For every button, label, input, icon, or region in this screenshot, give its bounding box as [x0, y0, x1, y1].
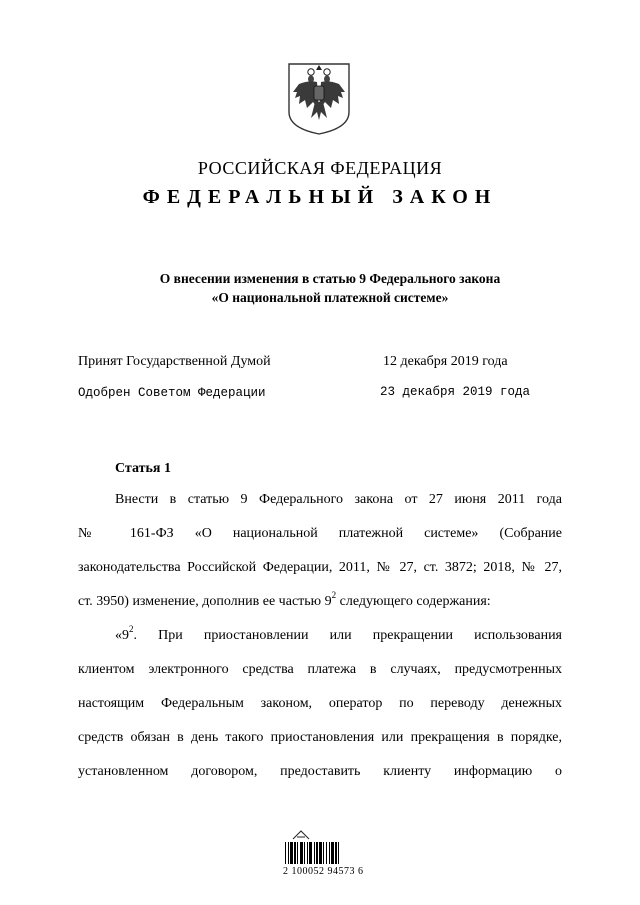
barcode [285, 842, 371, 864]
law-title [130, 269, 530, 307]
text-fragment: . При приостановлении или прекращении использования [133, 628, 562, 643]
text-fragment: «9 [115, 628, 129, 643]
barcode-number: 2 100052 94573 6 [283, 866, 364, 877]
adopted-date: 12 декабря 2019 года [383, 354, 508, 369]
paragraph-line: № 161-ФЗ «О национальной платежной системе» (Собрание [78, 526, 562, 541]
text-fragment: следующего содержания: [336, 594, 491, 609]
paragraph-line [78, 590, 491, 611]
paragraph-line: установленном договором, предоставить клиенту информацию о [78, 764, 562, 779]
approved-label: Одобрен Советом Федерации [78, 386, 266, 400]
coat-of-arms-emblem [287, 62, 351, 136]
paragraph-line: клиентом электронного средства платежа в случаях, предусмотренных [78, 662, 562, 677]
adopted-label: Принят Государственной Думой [78, 354, 271, 369]
superscript: 2 [331, 590, 337, 601]
paragraph-line [115, 624, 562, 645]
superscript: 2 [129, 624, 134, 635]
law-title-line-1: О внесении изменения в статью 9 Федерального закона [159, 271, 501, 286]
law-title-line-2: «О национальной платежной системе» [211, 290, 449, 305]
text-fragment: ст. 3950) изменение, дополнив ее частью 9 [78, 594, 332, 609]
approved-date: 23 декабря 2019 года [380, 385, 531, 399]
paragraph-line: законодательства Российской Федерации, 2011, № 27, ст. 3872; 2018, № 27, [78, 560, 562, 575]
country-heading: РОССИЙСКАЯ ФЕДЕРАЦИЯ [197, 158, 443, 178]
paragraph-line: средств обязан в день такого приостановления или прекращения в порядке, [78, 730, 562, 745]
paragraph-line: Внести в статью 9 Федерального закона от 27 июня 2011 года [115, 492, 562, 507]
article-heading: Статья 1 [115, 461, 171, 476]
law-type-heading: ФЕДЕРАЛЬНЫЙ ЗАКОН [142, 186, 498, 208]
registration-stamp-icon [291, 829, 311, 841]
paragraph-line: настоящим Федеральным законом, оператор по переводу денежных [78, 696, 562, 711]
